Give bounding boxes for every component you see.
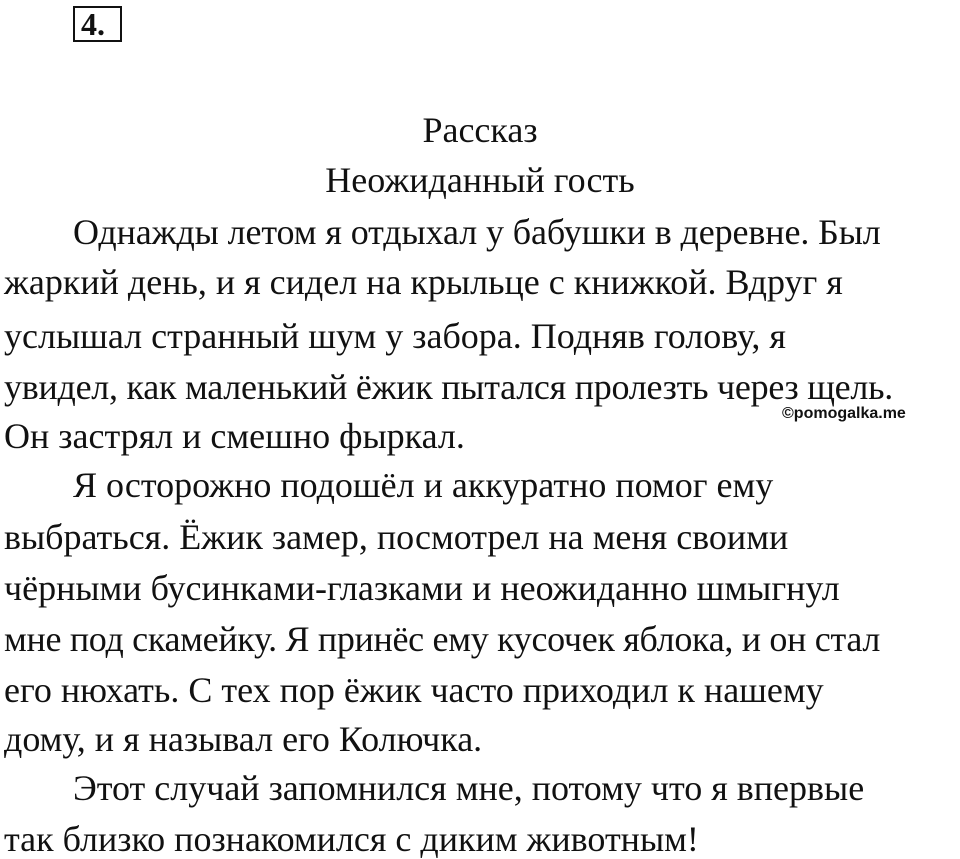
story-line: его нюхать. С тех пор ёжик часто приходил к нашему: [4, 670, 824, 710]
story-line: увидел, как маленький ёжик пытался пролезть через щель.: [4, 367, 894, 407]
story-title: Неожиданный гость: [325, 160, 635, 200]
story-genre: Рассказ: [422, 110, 538, 150]
story-line: чёрными бусинками-глазками и неожиданно шмыгнул: [4, 568, 840, 608]
story-line: так близко познакомился с диким животным!: [4, 819, 699, 859]
story-line: дому, и я называл его Колючка.: [4, 719, 483, 759]
task-number-box: 4.: [73, 6, 122, 42]
watermark: ©pomogalka.me: [782, 405, 906, 422]
story-line: жаркий день, и я сидел на крыльце с книжкой. Вдруг я: [4, 262, 843, 302]
story-line: Я осторожно подошёл и аккуратно помог ему: [73, 465, 774, 505]
story-line: Этот случай запомнился мне, потому что я впервые: [73, 768, 865, 808]
story-line: Он застрял и смешно фыркал.: [4, 416, 465, 456]
story-line: Однажды летом я отдыхал у бабушки в деревне. Был: [73, 212, 881, 252]
story-line: услышал странный шум у забора. Подняв голову, я: [4, 316, 786, 356]
story-line: выбраться. Ёжик замер, посмотрел на меня своими: [4, 517, 789, 557]
story-line: мне под скамейку. Я принёс ему кусочек яблока, и он стал: [4, 619, 881, 659]
